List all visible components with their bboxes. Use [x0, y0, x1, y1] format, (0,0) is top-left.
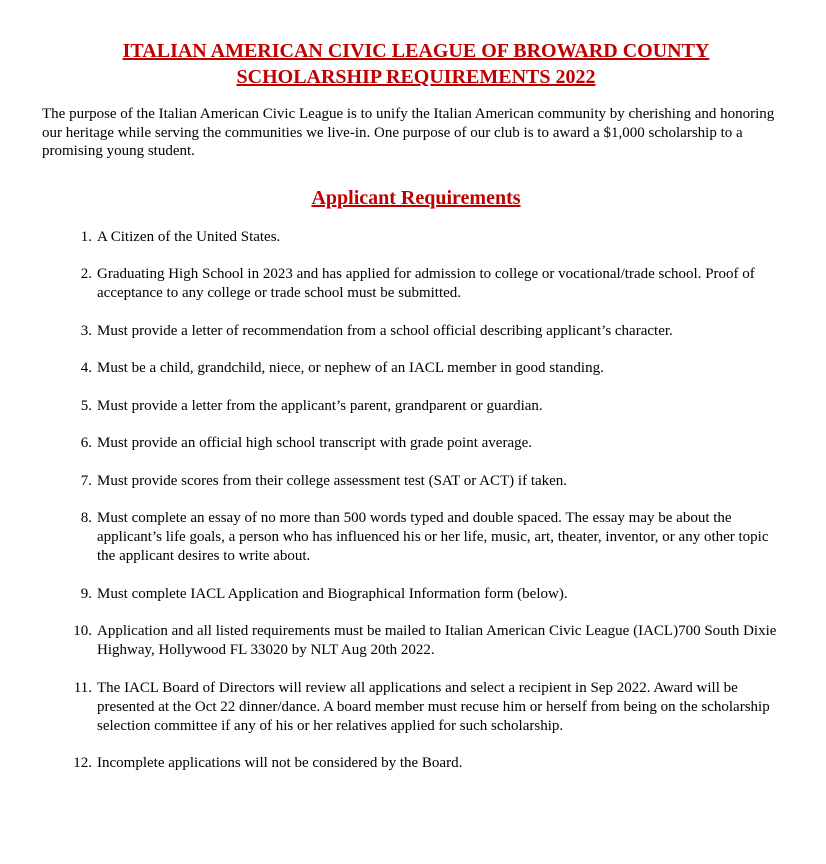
- intro-paragraph: The purpose of the Italian American Civic League is to unify the Italian American community by cherishing and honoring our heritage while serving the communities we live-in. One purpose of our club is to award a $1,000 scholarship to a promising young student.: [42, 106, 775, 159]
- requirement-item: [42, 322, 790, 341]
- requirement-item: [42, 622, 790, 660]
- requirement-text: Must provide an official high school transcript with grade point average.: [97, 435, 533, 451]
- requirement-item: [42, 228, 790, 247]
- requirement-text: Must complete an essay of no more than 500 words typed and double spaced. The essay may be about the applicant’s life goals, a person who has influenced his or her life, music, art, theater, inventor, or any other topic the applicant desires to write about.: [97, 510, 769, 564]
- requirement-text: The IACL Board of Directors will review all applications and select a recipient in Sep 2022. Award will be presented at the Oct 22 dinner/dance. A board member must recuse him or herself from being on the scholarship selection committee if any of his or her relatives applied for such scholarship.: [97, 679, 770, 734]
- requirement-number: 1.: [80, 228, 92, 245]
- requirement-text: A Citizen of the United States.: [97, 228, 281, 245]
- requirement-item: [42, 754, 790, 773]
- requirement-number: 5.: [80, 397, 92, 414]
- requirement-number: 8.: [80, 510, 92, 526]
- requirement-text: Must provide a letter of recommendation from a school official describing applicant’s character.: [97, 322, 673, 339]
- requirement-number: 3.: [80, 322, 92, 339]
- requirement-item: [42, 265, 790, 303]
- requirement-text: Application and all listed requirements must be mailed to Italian American Civic League (IACL)700 South Dixie Highway, Hollywood FL 33020 by NLT Aug 20th 2022.: [97, 623, 777, 658]
- requirement-text: Graduating High School in 2023 and has applied for admission to college or vocational/trade school. Proof of acceptance to any college or trade school must be submitted.: [97, 266, 755, 301]
- requirement-text: Must be a child, grandchild, niece, or nephew of an IACL member in good standing.: [97, 360, 604, 376]
- requirement-number: 9.: [80, 585, 92, 602]
- requirement-text: Incomplete applications will not be considered by the Board.: [97, 755, 463, 771]
- requirement-item: [42, 509, 790, 566]
- requirement-number: 4.: [80, 360, 92, 376]
- title-line-2: SCHOLARSHIP REQUIREMENTS 2022: [236, 66, 596, 88]
- requirement-item: [42, 472, 790, 491]
- requirement-item: [42, 434, 790, 453]
- requirement-number: 2.: [80, 266, 92, 282]
- requirement-item: [42, 359, 790, 378]
- requirement-text: Must complete IACL Application and Biographical Information form (below).: [97, 585, 568, 602]
- title-line-1: ITALIAN AMERICAN CIVIC LEAGUE OF BROWARD COUNTY: [122, 40, 710, 62]
- requirement-number: 10.: [73, 623, 92, 639]
- document-title: [42, 38, 790, 90]
- requirements-list: [42, 228, 790, 774]
- requirement-text: Must provide a letter from the applicant’s parent, grandparent or guardian.: [97, 397, 543, 414]
- requirement-number: 11.: [73, 679, 92, 696]
- requirement-item: [42, 585, 790, 604]
- requirement-item: [42, 679, 790, 736]
- requirement-item: [42, 397, 790, 416]
- requirement-number: 7.: [80, 472, 92, 489]
- requirement-number: 6.: [80, 435, 92, 451]
- section-heading: Applicant Requirements: [311, 186, 521, 209]
- requirement-number: 12.: [73, 755, 92, 771]
- requirement-text: Must provide scores from their college assessment test (SAT or ACT) if taken.: [97, 472, 568, 489]
